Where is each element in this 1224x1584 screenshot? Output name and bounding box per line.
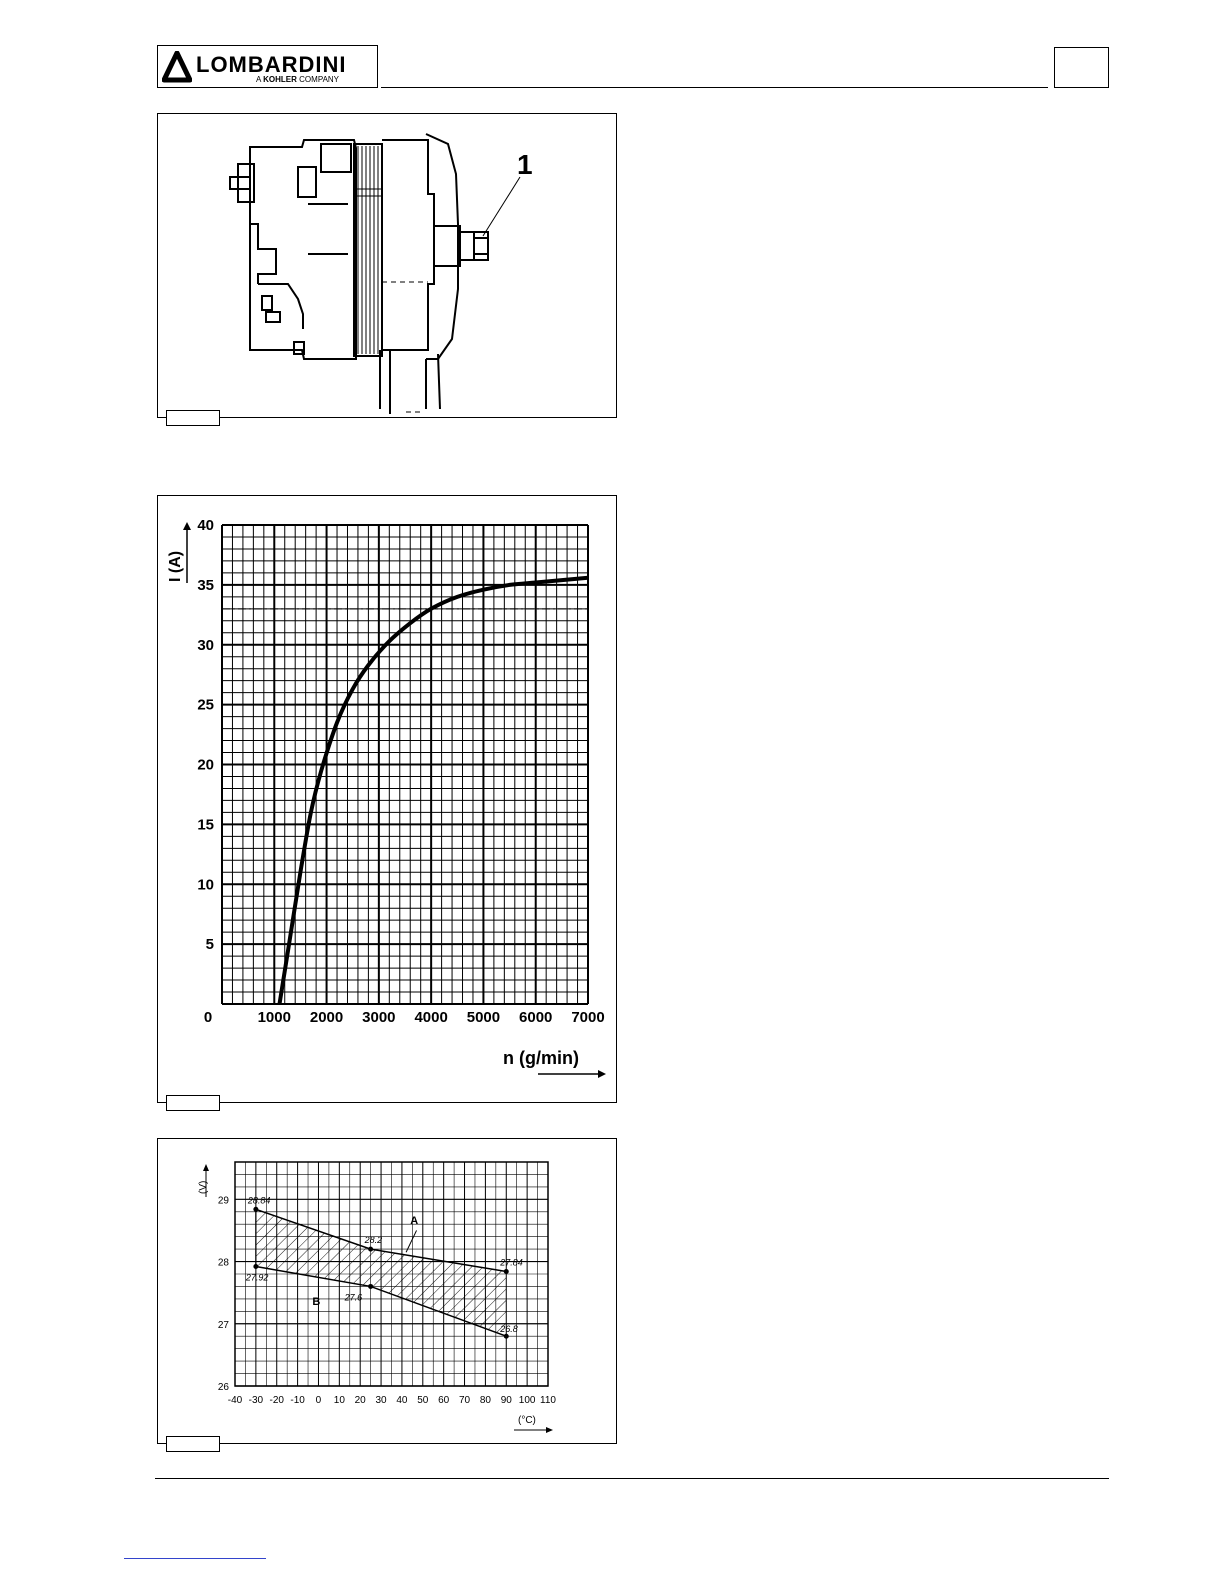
data-point [504, 1269, 509, 1274]
logo [157, 45, 378, 88]
page-number-box [1054, 47, 1109, 88]
y-tick-label: 15 [197, 816, 214, 834]
y-tick-label: 26 [217, 1382, 229, 1393]
data-label: 27.84 [500, 1257, 523, 1268]
data-label: 28.2 [364, 1235, 383, 1246]
x-axis-label: (°C) [518, 1415, 536, 1426]
x-tick-label: 110 [540, 1395, 556, 1406]
logo-triangle-icon [162, 51, 192, 83]
x-tick-label: -10 [290, 1395, 305, 1406]
x-tick-label: 2000 [309, 1009, 344, 1026]
y-tick-label: 20 [197, 756, 214, 774]
x-tick-label: 7000 [571, 1009, 605, 1026]
y-tick-label: 40 [197, 517, 214, 534]
x-tick-label: 3000 [362, 1009, 396, 1026]
data-label: 28.84 [247, 1195, 271, 1206]
x-tick-label: 1000 [257, 1009, 291, 1026]
figure-label-tab [166, 1095, 220, 1111]
x-tick-label: 5000 [466, 1009, 501, 1026]
x-tick-label: -40 [227, 1395, 243, 1406]
figure-voltage-chart [157, 1138, 617, 1444]
logo-name: LOMBARDINI [196, 52, 347, 77]
footer-rule [155, 1478, 1109, 1479]
x-tick-label: 40 [396, 1395, 408, 1406]
y-axis-label: I (A) [167, 550, 184, 582]
data-label: 27.92 [245, 1272, 269, 1283]
data-label: 26.8 [500, 1324, 518, 1335]
x-tick-label: 0 [315, 1395, 322, 1406]
y-tick-label: 29 [217, 1195, 229, 1207]
x-tick-label: 0 [203, 1009, 213, 1026]
data-label: 27.6 [344, 1292, 363, 1303]
x-tick-label: 4000 [414, 1009, 448, 1026]
x-tick-label: 90 [500, 1395, 512, 1406]
annotation-b: B [312, 1296, 321, 1309]
y-tick-label: 27 [217, 1319, 229, 1331]
logo-subtitle: A KOHLER COMPANY [256, 75, 340, 84]
y-tick-label: 28 [217, 1257, 229, 1269]
current-speed-chart [158, 496, 616, 1102]
x-axis-label: n (g/min) [503, 1048, 579, 1068]
footer-link-underline [124, 1558, 266, 1559]
callout-leader [483, 177, 520, 236]
y-tick-label: 30 [197, 636, 214, 654]
x-tick-label: 70 [458, 1395, 471, 1406]
x-tick-label: 50 [417, 1395, 429, 1406]
data-point [368, 1247, 373, 1252]
y-tick-label: 35 [197, 576, 214, 594]
y-axis-label: (V) [198, 1180, 209, 1194]
x-tick-label: -30 [248, 1395, 264, 1406]
y-tick-label: 25 [197, 696, 214, 714]
x-tick-label: 10 [333, 1395, 345, 1406]
x-tick-label: 60 [438, 1395, 450, 1406]
x-tick-label: 20 [354, 1395, 366, 1406]
x-tick-label: 6000 [519, 1009, 553, 1026]
alternator-drawing [158, 114, 616, 417]
data-point [504, 1334, 509, 1339]
y-tick-label: 5 [205, 936, 214, 954]
annotation-a: A [410, 1215, 419, 1228]
x-tick-label: 30 [375, 1395, 387, 1406]
header-rule [381, 87, 1048, 88]
figure-alternator [157, 113, 617, 418]
y-tick-label: 10 [197, 876, 214, 894]
x-tick-label: -20 [269, 1395, 284, 1406]
figure-label-tab [166, 410, 220, 426]
figure-label-tab [166, 1436, 220, 1452]
callout-number: 1 [517, 149, 533, 180]
figure-current-chart [157, 495, 617, 1103]
x-tick-label: 80 [479, 1395, 491, 1406]
data-point [368, 1284, 373, 1289]
voltage-temperature-chart [158, 1139, 616, 1443]
x-tick-label: 100 [518, 1395, 536, 1406]
